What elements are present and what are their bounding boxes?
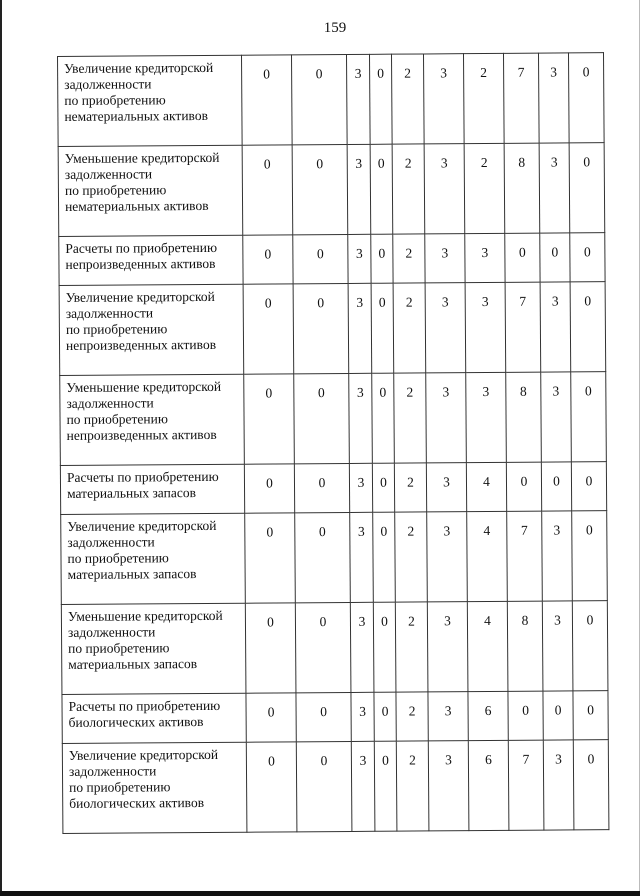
- row-label-line: по приобретению: [69, 779, 171, 795]
- code-digit-cell: 2: [396, 692, 428, 741]
- code-digit-cell: 3: [425, 283, 466, 373]
- row-label-line: Увеличение кредиторской: [65, 288, 215, 305]
- code-digit-cell: 0: [294, 463, 349, 512]
- code-digit-cell: 7: [503, 53, 539, 143]
- row-label-line: материальных запасов: [67, 566, 197, 582]
- code-digit-cell: 3: [349, 373, 373, 463]
- row-label-line: нематериальных активов: [64, 197, 209, 214]
- code-digit-cell: 0: [295, 512, 351, 602]
- code-digit-cell: 0: [572, 601, 608, 691]
- code-digit-cell: 0: [541, 462, 571, 511]
- code-digit-cell: 3: [542, 601, 573, 691]
- code-digit-cell: 6: [468, 740, 509, 830]
- code-digit-cell: 2: [393, 283, 426, 373]
- code-digit-cell: 3: [423, 54, 464, 144]
- code-digit-cell: 3: [348, 283, 372, 373]
- code-digit-cell: 3: [348, 234, 371, 283]
- code-digit-cell: 2: [391, 54, 424, 144]
- row-label-line: задолженности: [65, 305, 154, 321]
- code-digit-cell: 0: [293, 234, 348, 283]
- row-label-line: непроизведенных активов: [65, 255, 216, 272]
- code-digit-cell: 0: [505, 233, 540, 282]
- row-label-line: биологических активов: [68, 713, 204, 730]
- code-digit-cell: 3: [538, 53, 569, 143]
- code-digit-cell: 0: [241, 55, 292, 145]
- code-digit-cell: 0: [370, 144, 393, 234]
- code-digit-cell: 7: [505, 282, 541, 372]
- code-digit-cell: 3: [428, 741, 469, 831]
- row-label-line: задолженности: [67, 534, 155, 550]
- row-label-line: Расчеты по приобретению: [68, 697, 221, 714]
- row-label: [60, 464, 244, 514]
- code-digit-cell: 8: [506, 372, 542, 462]
- code-digit-cell: 3: [465, 233, 505, 282]
- code-digit-cell: 2: [394, 373, 427, 463]
- code-digit-cell: 3: [350, 512, 374, 602]
- code-digit-cell: 0: [372, 373, 395, 463]
- table-row: [61, 511, 608, 605]
- code-digit-cell: 3: [351, 692, 374, 741]
- row-label: [62, 742, 247, 833]
- code-digit-cell: 2: [395, 512, 428, 602]
- table-body: [58, 53, 609, 834]
- code-digit-cell: 0: [291, 54, 347, 144]
- code-digit-cell: 0: [245, 603, 296, 693]
- row-label-line: непроизведенных активов: [65, 336, 217, 353]
- code-digit-cell: 0: [573, 691, 608, 740]
- code-digit-cell: 3: [543, 740, 574, 830]
- code-digit-cell: 3: [540, 282, 571, 372]
- row-label-line: Уменьшение кредиторской: [66, 378, 222, 395]
- row-label-line: Расчеты по приобретению: [65, 239, 218, 256]
- scan-edge-left: [0, 0, 2, 896]
- code-digit-cell: 2: [464, 143, 505, 233]
- code-digit-cell: 0: [543, 691, 573, 740]
- code-digit-cell: 3: [541, 372, 572, 462]
- code-digit-cell: 0: [570, 233, 605, 282]
- row-label-line: нематериальных активов: [64, 107, 208, 124]
- code-digit-cell: 4: [467, 601, 508, 691]
- code-digit-cell: 3: [426, 463, 466, 512]
- code-digit-cell: 3: [466, 372, 507, 462]
- code-digit-cell: 0: [369, 54, 392, 144]
- code-digit-cell: 0: [245, 513, 296, 603]
- row-label: [62, 693, 246, 743]
- code-digit-cell: 0: [246, 742, 297, 832]
- code-digit-cell: 0: [246, 693, 296, 742]
- page-number: 159: [323, 20, 347, 36]
- code-digit-cell: 3: [428, 692, 468, 741]
- code-digit-cell: 3: [351, 741, 375, 831]
- code-digit-cell: 0: [244, 464, 294, 513]
- code-digit-cell: 0: [371, 234, 393, 283]
- code-digit-cell: 3: [539, 143, 570, 233]
- code-digit-cell: 0: [296, 741, 352, 831]
- code-digit-cell: 0: [571, 372, 607, 462]
- row-label-line: материальных запасов: [68, 656, 198, 672]
- row-label-line: задолженности: [68, 763, 157, 779]
- code-digit-cell: 8: [507, 601, 543, 691]
- code-digit-cell: 0: [568, 53, 604, 143]
- table-row: [58, 143, 605, 237]
- code-digit-cell: 0: [373, 602, 396, 692]
- row-label-line: по приобретению: [65, 321, 168, 337]
- code-digit-cell: 2: [392, 144, 425, 234]
- code-digit-cell: 0: [508, 691, 543, 740]
- row-label-line: непроизведенных активов: [66, 426, 217, 443]
- code-digit-cell: 2: [393, 234, 425, 283]
- row-label-line: задолженности: [67, 624, 156, 640]
- code-digit-cell: 0: [295, 602, 351, 692]
- table-row: [58, 53, 605, 147]
- code-digit-cell: 0: [569, 143, 605, 233]
- row-label: [59, 284, 244, 375]
- code-digit-cell: 0: [374, 692, 396, 741]
- row-label: [58, 55, 243, 146]
- code-digit-cell: 3: [349, 463, 372, 512]
- row-label-line: задолженности: [64, 166, 153, 182]
- code-digit-cell: 0: [371, 283, 394, 373]
- code-digit-cell: 0: [244, 374, 295, 464]
- row-label: [61, 513, 246, 604]
- code-digit-cell: 3: [465, 282, 506, 372]
- row-label-line: Увеличение кредиторской: [64, 59, 214, 76]
- table-row: [62, 691, 608, 744]
- row-label-line: Увеличение кредиторской: [67, 517, 217, 534]
- code-digit-cell: 0: [573, 740, 609, 830]
- row-label: [59, 235, 243, 285]
- row-label: [61, 603, 246, 694]
- code-digit-cell: 0: [571, 462, 606, 511]
- code-digit-cell: 2: [396, 741, 429, 831]
- row-label-line: Уменьшение кредиторской: [67, 607, 223, 624]
- table-row: [59, 233, 605, 286]
- code-digit-cell: 0: [242, 145, 293, 235]
- row-label: [58, 145, 243, 236]
- code-digit-cell: 4: [467, 511, 508, 601]
- code-digit-cell: 2: [395, 602, 428, 692]
- code-digit-cell: 0: [506, 462, 541, 511]
- row-label-line: по приобретению: [67, 550, 169, 566]
- table-row: [60, 462, 606, 515]
- code-digit-cell: 7: [508, 740, 544, 830]
- row-label-line: Увеличение кредиторской: [68, 746, 219, 763]
- table-container: [57, 52, 608, 834]
- code-digit-cell: 0: [540, 233, 570, 282]
- code-digit-cell: 8: [504, 143, 540, 233]
- code-digit-cell: 0: [293, 283, 349, 373]
- code-digit-cell: 0: [374, 741, 397, 831]
- code-digit-cell: 0: [292, 144, 348, 234]
- code-digit-cell: 3: [425, 234, 465, 283]
- code-digit-cell: 3: [427, 602, 468, 692]
- code-digit-cell: 0: [572, 511, 608, 601]
- row-label: [60, 374, 245, 465]
- code-digit-cell: 0: [243, 284, 294, 374]
- code-digit-cell: 7: [507, 511, 543, 601]
- code-digit-cell: 3: [542, 511, 573, 601]
- code-digit-cell: 3: [427, 512, 468, 602]
- code-digit-cell: 3: [424, 144, 465, 234]
- row-label-line: Расчеты по приобретению: [66, 468, 219, 485]
- row-label-line: по приобретению: [68, 640, 170, 656]
- code-digit-cell: 3: [347, 144, 371, 234]
- code-digit-cell: 3: [350, 602, 374, 692]
- row-label-line: по приобретению: [64, 182, 167, 198]
- code-digit-cell: 4: [466, 462, 506, 511]
- code-digit-cell: 2: [394, 463, 426, 512]
- code-digit-cell: 0: [296, 692, 351, 741]
- row-label-line: Уменьшение кредиторской: [64, 149, 220, 166]
- code-digit-cell: 0: [243, 235, 293, 284]
- row-label-line: задолженности: [66, 395, 154, 411]
- table-row: [59, 282, 606, 376]
- row-label-line: биологических активов: [69, 794, 205, 811]
- code-digit-cell: 6: [468, 691, 508, 740]
- row-label-line: материальных запасов: [67, 485, 196, 501]
- code-digit-cell: 3: [346, 54, 370, 144]
- code-digit-cell: 0: [570, 282, 606, 372]
- row-label-line: по приобретению: [66, 411, 168, 427]
- code-digit-cell: 0: [373, 512, 396, 602]
- code-digit-cell: 0: [294, 373, 350, 463]
- scan-edge-bottom: [0, 891, 640, 896]
- table-row: [62, 740, 609, 834]
- row-label-line: задолженности: [64, 76, 152, 92]
- code-digit-cell: 2: [463, 53, 504, 143]
- budget-classification-table: [57, 52, 609, 834]
- table-row: [61, 601, 608, 695]
- code-digit-cell: 3: [426, 373, 467, 463]
- row-label-line: по приобретению: [64, 92, 166, 108]
- code-digit-cell: 0: [372, 463, 394, 512]
- table-row: [60, 372, 607, 466]
